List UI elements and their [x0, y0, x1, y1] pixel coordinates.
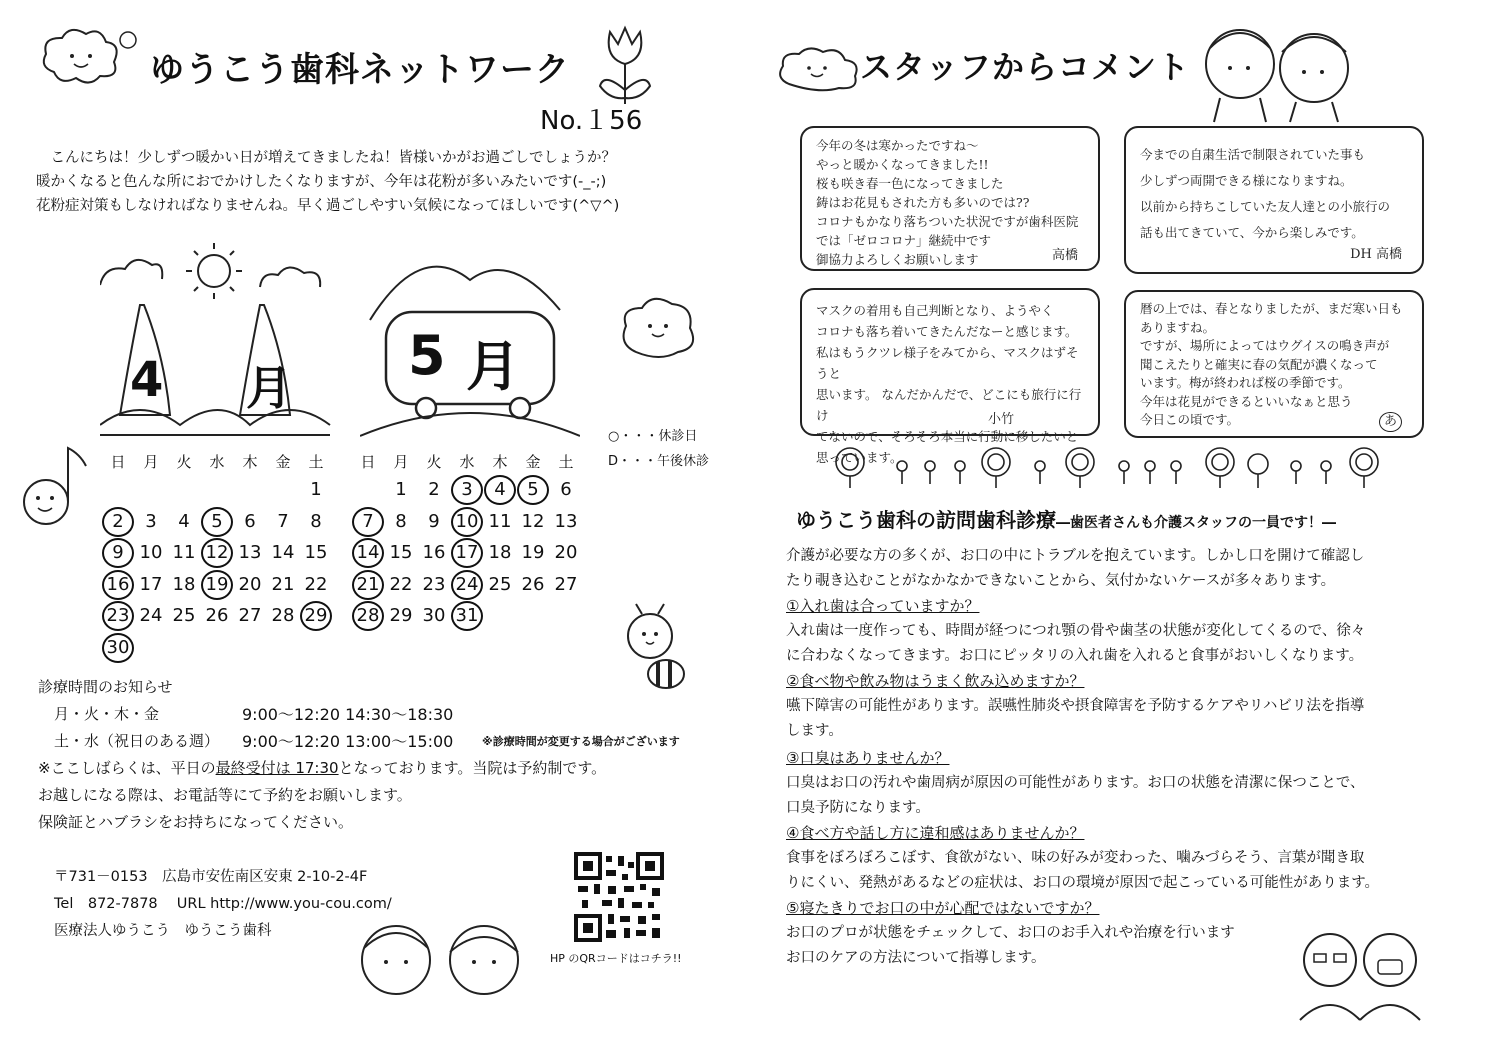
weekday-header: 水 — [209, 453, 225, 471]
comment-line: マスクの着用も自己判断となり、ようやく — [816, 303, 1054, 318]
intro-text — [36, 146, 676, 218]
answer-line: 口臭予防になります。 — [786, 800, 930, 816]
calendar-day: 2 — [428, 479, 440, 500]
comment-line: 思います。 なんだかんだで、どこにも旅行に行け — [816, 387, 1082, 423]
calendar-day: 23 — [422, 573, 446, 595]
address: 〒731－0153 広島市安佐南区安東 2-10-2-4F — [54, 869, 368, 885]
comment-line: では「ゼロコロナ」継続中です — [816, 233, 992, 248]
comment-line: ありますね。 — [1140, 319, 1216, 335]
calendar-day: 9 — [102, 538, 134, 568]
children-illustration — [346, 918, 536, 1014]
legend-half-day: D・・・午後休診 — [608, 454, 710, 469]
issue-number: No.１56 — [540, 106, 643, 136]
calendar-may — [352, 447, 582, 637]
intro-line: 介護が必要な方の多くが、お口の中にトラブルを抱えています。しかし口を開けて確認し — [786, 548, 1365, 564]
qr-code — [574, 852, 664, 942]
visiting-dentistry-body — [786, 544, 1436, 971]
calendar-day: 27 — [554, 573, 578, 595]
answer-line: 嚥下障害の可能性があります。誤嚥性肺炎や摂食障害を予防するケアやリハビリ法を指導 — [786, 698, 1365, 714]
weekday-header: 月 — [393, 453, 409, 471]
care-illustration — [1290, 920, 1430, 1026]
answer-line: お口のプロが状態をチェックして、お口のお手入れや治療を行います — [786, 925, 1235, 941]
calendar-day: 22 — [304, 573, 328, 595]
weekday-header: 日 — [360, 453, 376, 471]
calendar-day: 26 — [205, 605, 229, 626]
may-number: 5 — [408, 324, 446, 387]
answer-line: 食事をぼろぼろこぼす、食欲がない、味の好みが変わった、噛みづらそう、言葉が聞き取 — [786, 850, 1365, 866]
intro-line: たり覗き込むことがなかなかできないことから、気付かないケースが多々あります。 — [786, 573, 1336, 589]
calendar-day: 1 — [310, 479, 322, 500]
calendar-day: 8 — [395, 510, 407, 532]
calendar-day: 9 — [428, 510, 440, 532]
contact-info — [54, 864, 392, 945]
weekday-header: 木 — [492, 453, 508, 471]
hours-time-2: 9:00～12:20 13:00～15:00 — [242, 732, 454, 751]
calendar-day: 20 — [238, 573, 262, 595]
calendar-day: 30 — [422, 605, 446, 626]
section-title: ゆうこう歯科の訪問歯科診療 — [796, 508, 1056, 532]
comment-line: 鋳はお花見もされた方も多いのでは?? — [816, 195, 1030, 210]
calendar-day: 6 — [244, 510, 256, 532]
comment-line: ですが、場所によってはウグイスの鳴き声が — [1140, 338, 1390, 353]
calendar-day: 15 — [389, 542, 413, 563]
comment-signature: あ — [1379, 412, 1402, 433]
calendar-day: 3 — [451, 475, 483, 505]
answer-line: 口臭はお口の汚れや歯周病が原因の可能性があります。お口の状態を清潔に保つことで、 — [786, 775, 1365, 791]
calendar-day: 25 — [172, 605, 196, 626]
hours-days-2: 土・水（祝日のある週） — [54, 732, 220, 750]
question: ④食べ方や話し方に違和感はありませんか？ — [786, 824, 1085, 842]
answer-line: に合わなくなってきます。お口にピッタリの入れ歯を入れると食事がおいしくなります。 — [786, 648, 1364, 664]
calendar-day: 7 — [277, 510, 289, 532]
weekday-header: 火 — [426, 453, 442, 471]
comment-signature: 高橋 — [1051, 248, 1078, 263]
calendar-day: 14 — [352, 538, 384, 568]
bring-note: 保険証とハブラシをお持ちになってください。 — [38, 813, 354, 831]
staff-comments-title: スタッフからコメント — [860, 48, 1191, 86]
calendar-day: 23 — [102, 601, 134, 631]
calendar-day: 21 — [352, 570, 384, 600]
question: ③口臭はありませんか？ — [786, 749, 950, 767]
question: ⑤寝たきりでお口の中が心配ではないですか？ — [786, 899, 1100, 917]
calendar-day: 5 — [201, 507, 233, 537]
calendar-day: 7 — [352, 507, 384, 537]
calendar-day: 4 — [484, 475, 516, 505]
comment-signature: DH 高橋 — [1350, 247, 1402, 262]
weekday-header: 日 — [110, 453, 126, 471]
comment-line: コロナもかなり落ちついた状況ですが歯科医院 — [816, 214, 1079, 229]
april-number: 4 — [130, 352, 164, 408]
weekday-header: 火 — [176, 453, 192, 471]
hours-change-note: ※診療時間が変更する場合がございます — [482, 735, 680, 748]
staff-comment-card — [800, 126, 1100, 271]
comment-line: 今日この頃です。 — [1140, 412, 1240, 427]
answer-line: します。 — [786, 723, 843, 739]
comment-line: てないので、そろそろ本当に行動に移したいと — [816, 429, 1079, 444]
answer-line: 入れ歯は一度作っても、時間が経つにつれ顎の骨や歯茎の状態が変化してくるので、徐々 — [786, 623, 1366, 639]
newsletter-title: ゆうこう歯科ネットワーク — [150, 50, 570, 90]
question: ①入れ歯は合っていますか？ — [786, 597, 980, 615]
calendar-day: 13 — [238, 542, 262, 563]
calendar-day: 17 — [139, 573, 163, 595]
flower-cloud-icon — [34, 22, 144, 92]
calendar-day: 10 — [139, 542, 163, 563]
weekday-header: 水 — [459, 453, 475, 471]
calendar-day: 13 — [554, 510, 578, 532]
staff-comment-card — [1124, 126, 1424, 274]
comment-line: 桜も咲き春一色になってきました — [816, 176, 1004, 191]
comment-line: 思っています。 — [816, 450, 903, 465]
weekday-header: 土 — [558, 453, 574, 471]
comment-line: 暦の上では、春となりましたが、まだ寒い日も — [1140, 301, 1403, 316]
comment-line: 今までの自粛生活で制限されていた事も — [1140, 147, 1366, 162]
calendar-day: 12 — [201, 538, 233, 568]
reception-note-a: ※ここしばらくは、平日の — [38, 759, 216, 777]
intro-line: こんにちは！少しずつ暖かい日が増えてきましたね！皆様いかがお過ごしでしょうか？ — [36, 150, 616, 166]
hours-time-1: 9:00～12:20 14:30～18:30 — [242, 705, 454, 724]
april-month: 月 — [246, 361, 292, 415]
calendar-day: 28 — [271, 605, 295, 626]
calendar-day: 15 — [304, 542, 328, 563]
calendar-day: 26 — [521, 573, 545, 595]
calendar-day: 8 — [310, 510, 322, 532]
calendar-day: 1 — [395, 479, 407, 500]
qr-caption: HP のQRコードはコチラ!! — [550, 952, 682, 965]
calendar-day: 17 — [451, 538, 483, 568]
flower-divider-icon — [830, 444, 1390, 488]
calendar-day: 19 — [521, 542, 545, 563]
intro-line: 暖かくなると色んな所におでかけしたくなりますが、今年は花粉が多いみたいです(-_-;) — [36, 174, 607, 190]
calendar-day: 2 — [102, 507, 134, 537]
calendar-day: 24 — [451, 570, 483, 600]
answer-line: りにくい、発熱があるなどの症状は、お口の環境が原因で起こっている可能性があります。 — [786, 875, 1380, 891]
chick-cloud-icon — [616, 292, 700, 362]
intro-line: 花粉症対策もしなければなりませんね。早く過ごしやすい気候になってほしいです(^▽^) — [36, 198, 620, 214]
comment-line: やっと暖かくなってきました!! — [816, 157, 989, 172]
visiting-dentistry-heading — [796, 504, 1336, 533]
comment-line: 私はもうクツレ様子をみてから、マスクはずそうと — [816, 345, 1079, 381]
calendar-day: 11 — [172, 542, 196, 563]
answer-line: お口のケアの方法について指導します。 — [786, 950, 1046, 966]
staff-comment-card — [800, 288, 1100, 465]
may-month: 月 — [466, 335, 520, 398]
staff-comment-card — [1124, 290, 1424, 438]
calendar-day: 18 — [488, 542, 512, 563]
hours-notice — [38, 674, 738, 836]
reservation-note: お越しになる際は、お電話等にて予約をお願いします。 — [38, 786, 412, 804]
comment-line: います。梅が終われば桜の季節です。 — [1140, 375, 1351, 390]
calendar-day: 30 — [102, 633, 134, 663]
comment-line: コロナも落ち着いてきたんだなーと感じます。 — [816, 324, 1078, 339]
tulip-icon — [590, 20, 660, 110]
hours-heading: 診療時間のお知らせ — [38, 678, 173, 696]
calendar-day: 3 — [145, 510, 157, 532]
music-note-icon — [16, 440, 96, 530]
calendar-day: 29 — [389, 605, 413, 626]
calendar-day: 4 — [178, 510, 190, 532]
calendar-day: 16 — [422, 542, 446, 563]
weekday-header: 木 — [242, 453, 258, 471]
calendar-day: 24 — [139, 605, 163, 626]
question: ②食べ物や飲み物はうまく飲み込めますか？ — [786, 672, 1085, 690]
calendar-day: 29 — [300, 601, 332, 631]
comment-line: 今年は花見ができるといいなぁと思う — [1140, 393, 1353, 409]
comment-line: 聞こえたりと確実に春の気配が濃くなって — [1140, 356, 1378, 372]
calendar-day: 20 — [554, 542, 578, 563]
staff-couple-icon — [1190, 18, 1360, 124]
weekday-header: 金 — [275, 453, 291, 471]
calendar-day: 18 — [172, 573, 196, 595]
calendar-day: 25 — [488, 573, 512, 595]
clinic-name: 医療法人ゆうこう ゆうこう歯科 — [54, 923, 272, 939]
calendar-day: 10 — [451, 507, 483, 537]
reception-note-b: 最終受付は 17:30 — [215, 759, 339, 777]
calendar-day: 5 — [517, 475, 549, 505]
tel-url: Tel 872-7878 URL http://www.you-cou.com/ — [54, 896, 392, 912]
cloud-face-icon — [775, 44, 865, 94]
hours-days-1: 月・火・木・金 — [54, 705, 160, 723]
calendar-day: 16 — [102, 570, 134, 600]
section-subtitle: ―歯医者さんも介護スタッフの一員です！― — [1056, 515, 1336, 531]
april-illustration — [100, 235, 340, 445]
calendar-day: 22 — [389, 573, 413, 595]
comment-signature: 小竹 — [987, 412, 1014, 427]
calendar-day: 31 — [451, 601, 483, 631]
calendar-day: 12 — [521, 510, 545, 532]
calendar-day: 14 — [271, 542, 295, 563]
calendar-day: 27 — [238, 605, 262, 626]
weekday-header: 金 — [525, 453, 541, 471]
calendar-day: 28 — [352, 601, 384, 631]
weekday-header: 月 — [143, 453, 159, 471]
calendar-day: 21 — [271, 573, 295, 595]
reception-note-c: となっております。当院は予約制です。 — [338, 759, 607, 777]
weekday-header: 土 — [308, 453, 324, 471]
calendar-april — [102, 447, 332, 657]
comment-line: 今年の冬は寒かったですね～ — [816, 138, 979, 153]
comment-line: 少しずつ両開できる様になりますね。 — [1140, 173, 1353, 188]
calendar-day: 19 — [201, 570, 233, 600]
legend-closed: ○・・・休診日 — [608, 429, 698, 444]
comment-line: 以前から持ちこしていた友人達との小旅行の — [1140, 199, 1391, 214]
comment-line: 話も出てきていて、今から楽しみです。 — [1140, 225, 1364, 240]
comment-line: 御協力よろしくお願いします — [816, 252, 979, 267]
calendar-day: 6 — [560, 479, 572, 500]
calendar-day: 11 — [488, 510, 512, 532]
